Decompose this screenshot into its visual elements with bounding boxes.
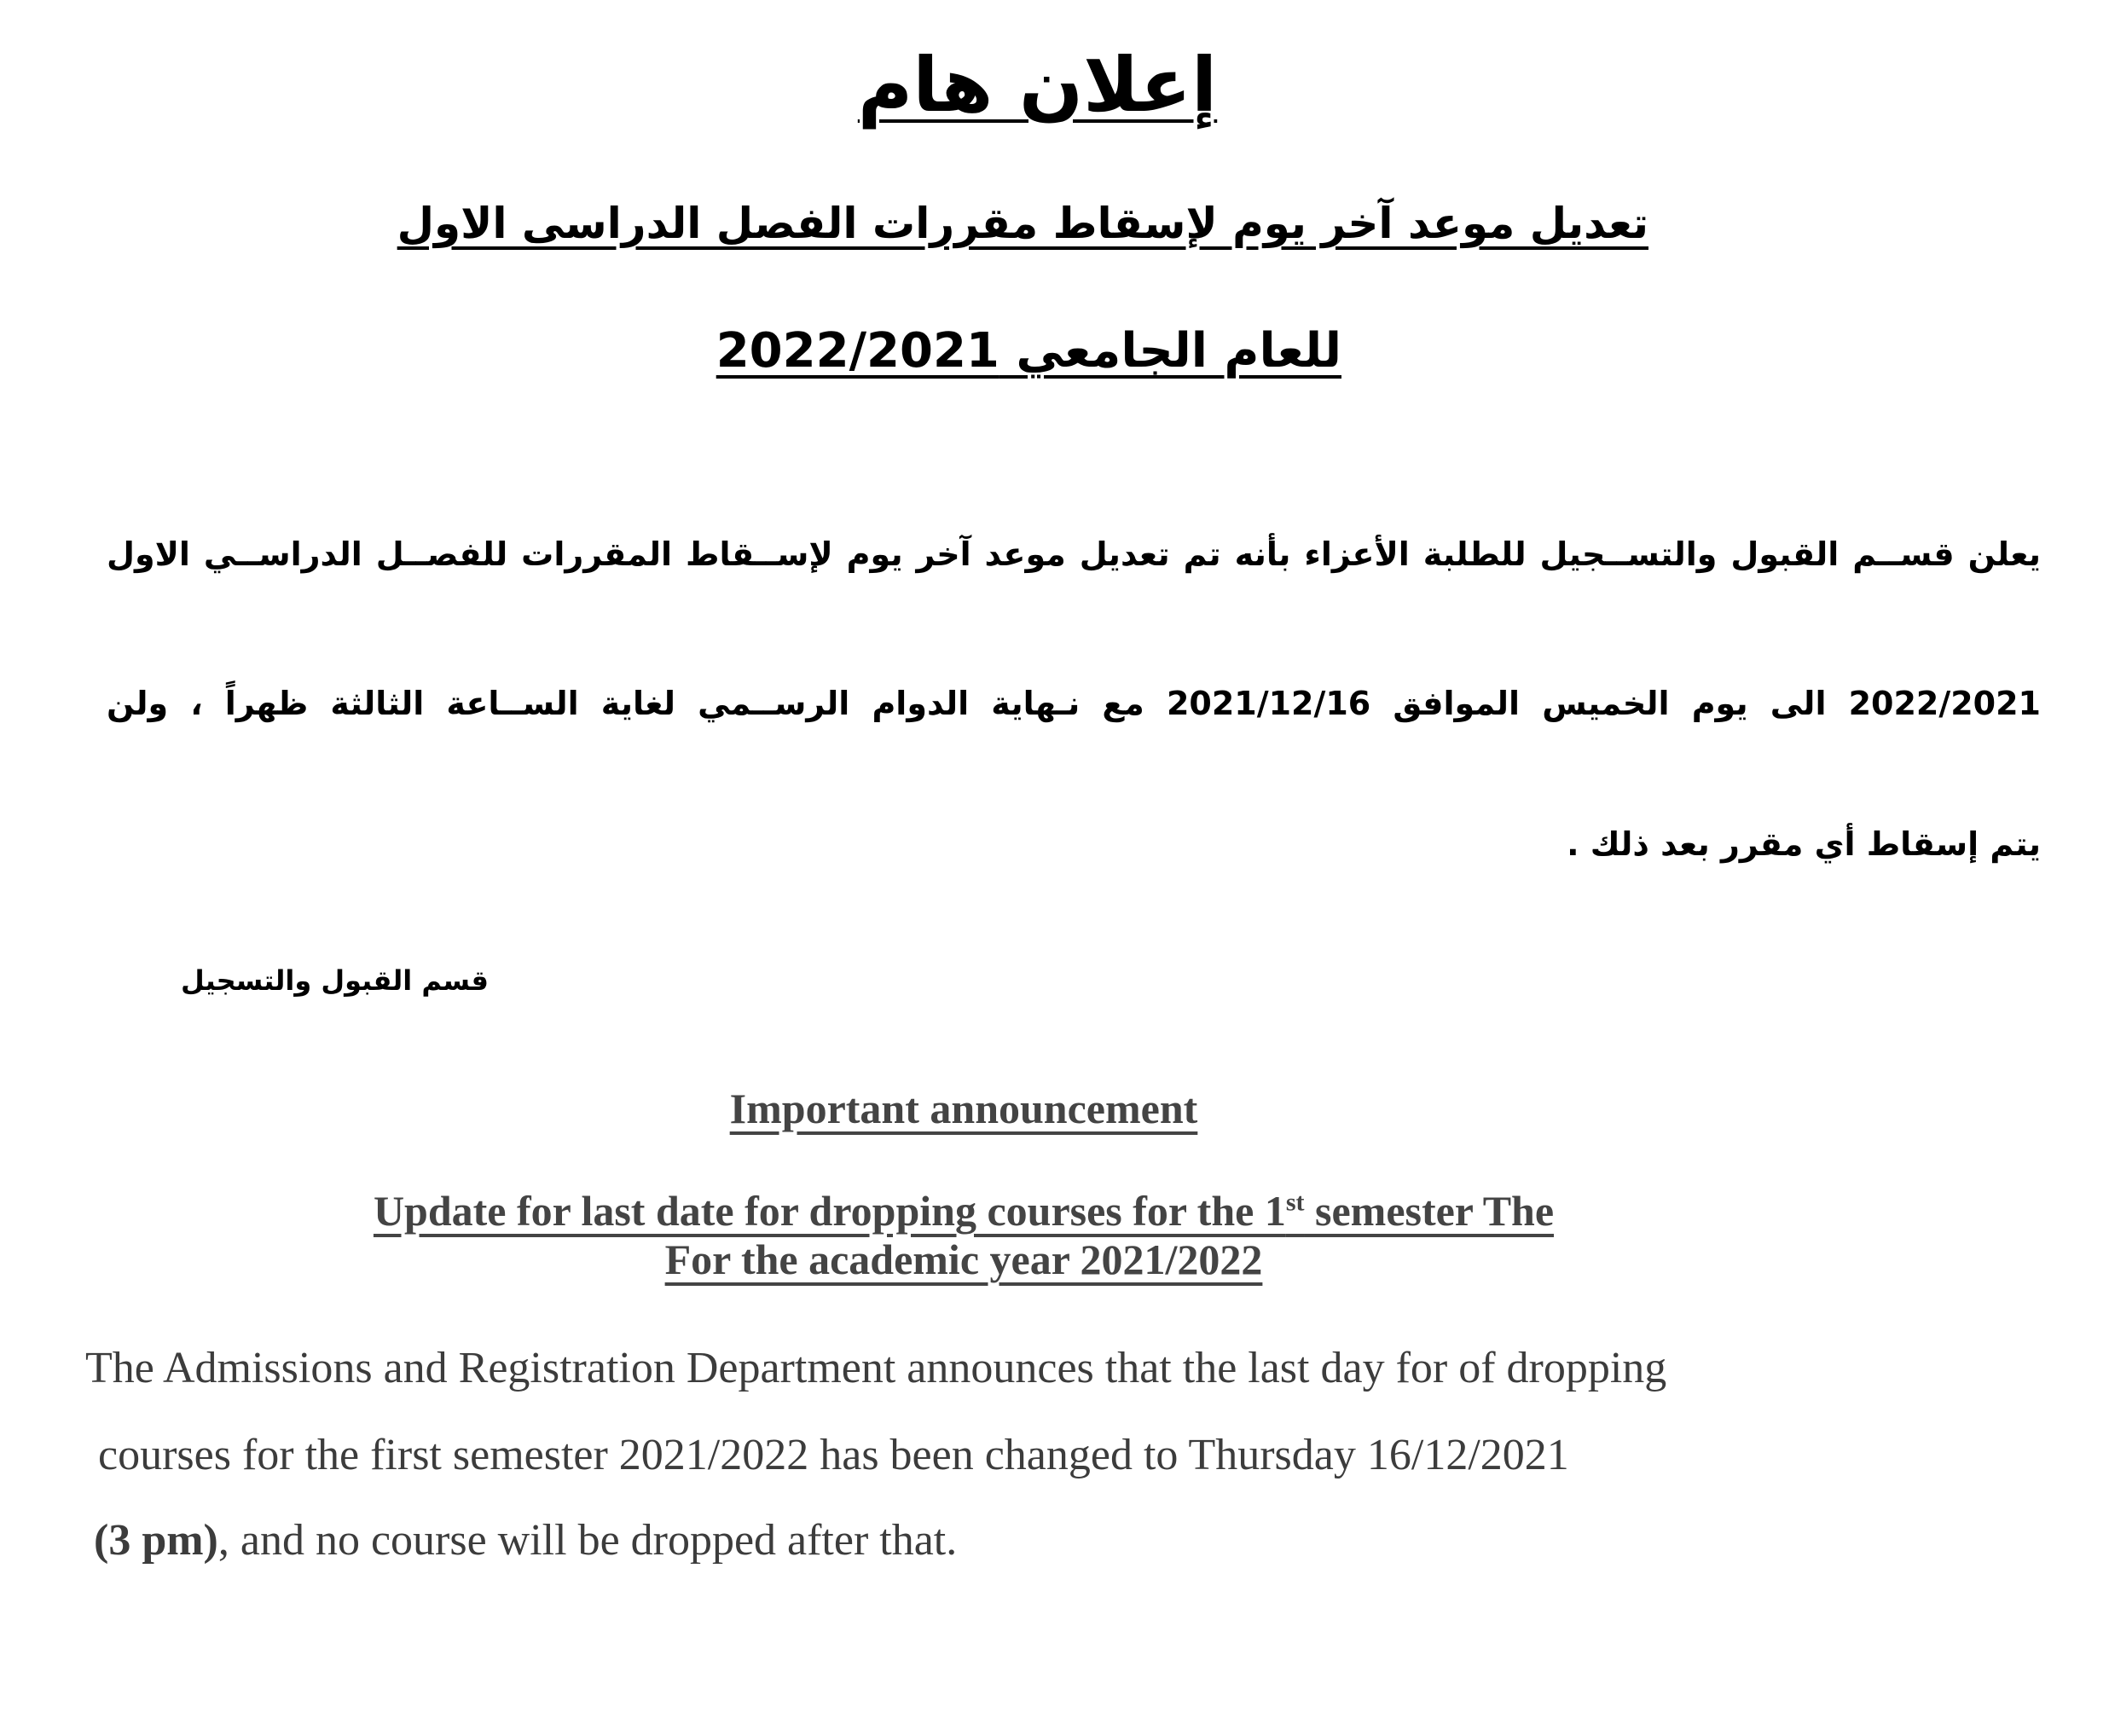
english-subtitle-line-2-text: For the academic year 2021/2022	[664, 1235, 1263, 1283]
arabic-title	[0, 34, 2109, 136]
english-body-time: (3 pm)	[94, 1516, 218, 1565]
english-subtitle-line-1-text	[374, 1187, 1554, 1235]
english-body-line-3	[94, 1511, 957, 1571]
arabic-body-line-3: يتم إسقاط أي مقرر بعد ذلك .	[1567, 825, 2041, 863]
arabic-body-line-1: يعلن قســم القبول والتســجيل للطلبة الأعزاء بأنه تم تعديل موعد آخر يوم لإســقاط المقررات للفصــل الدراســي الاول	[107, 535, 2041, 573]
english-title	[0, 1079, 1927, 1138]
arabic-body-line-2: 2022/2021 الى يوم الخميس الموافق 2021/12/16 مع نـهاية الدوام الرســمي لغاية الســاعة الثالثة ظهراً ، ولن	[107, 685, 2041, 722]
english-body-line-1: The Admissions and Registration Department announces that the last day for of dropping	[85, 1344, 1667, 1392]
arabic-title-text: إعلان هام	[857, 41, 1218, 129]
arabic-signature: قسم القبول والتسجيل	[181, 964, 489, 997]
english-body-line-2: courses for the first semester 2021/2022 has been changed to Thursday 16/12/2021	[98, 1431, 1569, 1479]
english-subtitle-sup: st	[1285, 1188, 1305, 1216]
english-body-line-3-rest: , and no course will be dropped after that.	[217, 1516, 958, 1565]
english-subtitle-pre: Update for last date for dropping courses for the 1	[373, 1186, 1286, 1235]
english-title-text: Important announcement	[729, 1085, 1198, 1132]
arabic-subtitle-line-1: تعديل موعد آخر يوم لإسقاط مقررات الفصل الدراسى الاول	[397, 199, 1648, 248]
english-subtitle-line-2	[0, 1230, 1927, 1289]
arabic-subtitle-line-2: للعام الجامعي 2022/2021	[716, 323, 1341, 379]
english-subtitle-post: semester The	[1304, 1186, 1555, 1235]
